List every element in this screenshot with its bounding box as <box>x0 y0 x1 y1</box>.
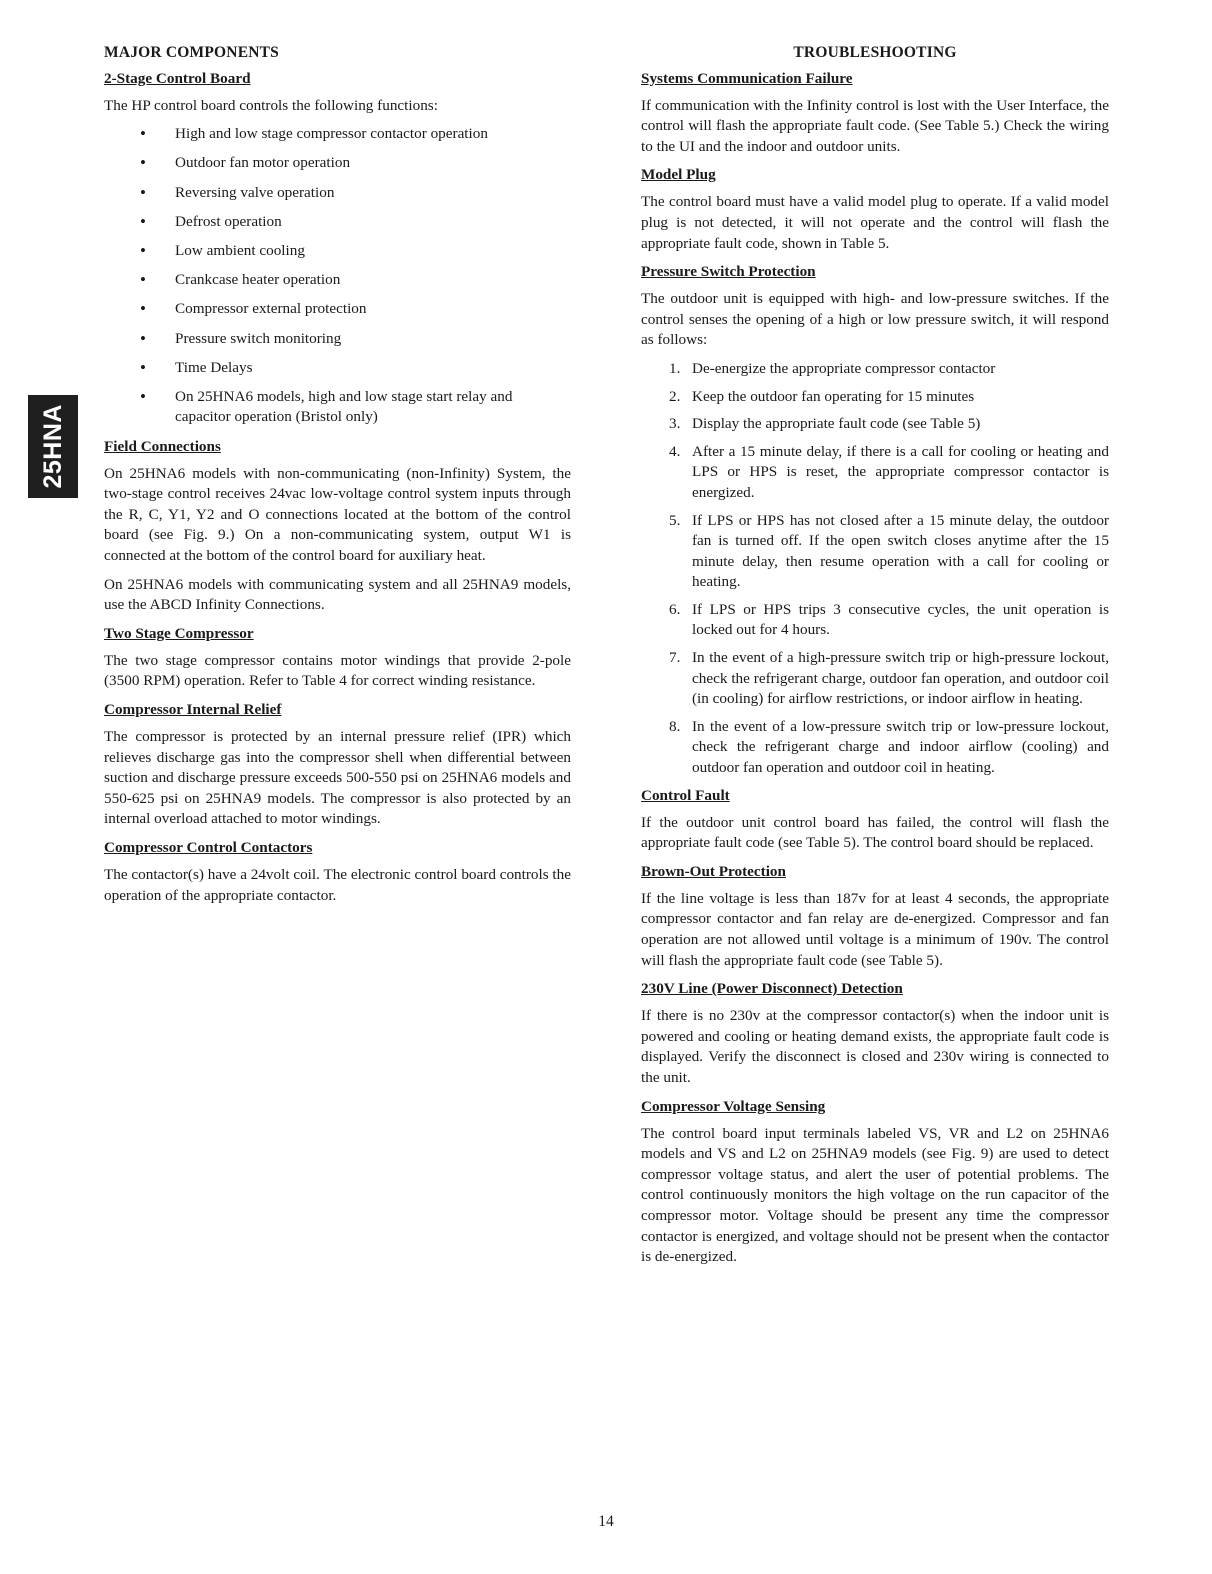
control-board-section <box>104 69 571 428</box>
step-text: De-energize the appropriate compressor contactor <box>692 359 996 377</box>
field-connections-paragraph: On 25HNA6 models with communicating system and all 25HNA9 models, use the ABCD Infinity Connections. <box>104 575 571 614</box>
control-board-intro: The HP control board controls the following functions: <box>104 96 438 114</box>
pressure-switch-paragraph: The outdoor unit is equipped with high- and low-pressure switches. If the control senses the opening of a high or low pressure switch, it will respond as follows: <box>641 290 1109 349</box>
two-stage-compressor-section <box>104 624 571 692</box>
voltage-sensing-heading: Compressor Voltage Sensing <box>641 1097 826 1115</box>
step-number: 5. <box>669 511 681 529</box>
step-text: If LPS or HPS trips 3 consecutive cycles, the unit operation is locked out for 4 hours. <box>692 600 1109 639</box>
control-fault-paragraph: If the outdoor unit control board has failed, the control will flash the appropriate fault code (see Table 5). The control board should be replaced. <box>641 813 1109 852</box>
function-item: • Compressor external protection <box>104 299 571 320</box>
contactors-heading: Compressor Control Contactors <box>104 838 313 856</box>
function-item: • Pressure switch monitoring <box>104 329 571 350</box>
two-stage-compressor-heading: Two Stage Compressor <box>104 624 254 642</box>
control-fault-heading: Control Fault <box>641 786 730 804</box>
control-fault-section <box>641 786 1109 854</box>
step-number: 4. <box>669 442 681 460</box>
control-board-functions <box>104 124 571 428</box>
step-text: In the event of a low-pressure switch trip or low-pressure lockout, check the refrigerant charge and indoor airflow (cooling) and outdoor fan operation and outdoor coil in heating. <box>692 717 1109 777</box>
function-item: • Outdoor fan motor operation <box>104 153 571 174</box>
step-number: 2. <box>669 387 681 405</box>
model-plug-paragraph: The control board must have a valid model plug to operate. If a valid model plug is not detected, it will not operate and the control will flash the appropriate fault code, shown in Table 5. <box>641 193 1109 252</box>
step-number: 7. <box>669 649 681 667</box>
left-column <box>104 43 571 914</box>
step-text: Keep the outdoor fan operating for 15 minutes <box>692 387 975 405</box>
comm-failure-heading: Systems Communication Failure <box>641 69 853 87</box>
step-number: 3. <box>669 415 681 433</box>
internal-relief-section <box>104 700 571 830</box>
page-number: 14 <box>598 1513 614 1530</box>
step-item <box>641 387 1109 408</box>
function-item: • Reversing valve operation <box>104 183 571 204</box>
model-plug-section <box>641 165 1109 254</box>
brown-out-heading: Brown-Out Protection <box>641 862 786 880</box>
line-detection-section <box>641 979 1109 1088</box>
pressure-switch-heading: Pressure Switch Protection <box>641 263 816 281</box>
internal-relief-paragraph: The compressor is protected by an internal pressure relief (IPR) which relieves discharge gas into the compressor shell when differential between suction and discharge pressure exceeds 500-550 psi on 25HNA6 models and 550-625 psi on 25HNA9 models. The compressor is also protected by an internal overload attached to motor windings. <box>104 728 571 828</box>
brown-out-paragraph: If the line voltage is less than 187v for at least 4 seconds, the appropriate compressor contactor and fan relay are de-energized. Compressor and fan operation are not allowed until voltage is a minimum of 190v. The control will flash the appropriate fault code (see Table 5). <box>641 889 1109 969</box>
step-text: If LPS or HPS has not closed after a 15 minute delay, the outdoor fan is turned off. If the open switch closes anytime after the 15 minute delay, then resume operation with a call for cooling or heating. <box>692 511 1109 591</box>
right-column <box>641 43 1109 1276</box>
field-connections-section <box>104 437 571 616</box>
major-components-title: MAJOR COMPONENTS <box>104 44 279 61</box>
voltage-sensing-section <box>641 1097 1109 1268</box>
contactors-section <box>104 838 571 906</box>
control-board-heading: 2-Stage Control Board <box>104 69 251 87</box>
function-item: • Low ambient cooling <box>104 241 571 262</box>
step-item <box>641 717 1109 779</box>
field-connections-paragraph: On 25HNA6 models with non-communicating (non-Infinity) System, the two-stage control receives 24vac low-voltage control system inputs through the R, C, Y1, Y2 and O connections located at the bottom of the control board (see Fig. 9.) On a non-communicating system, output W1 is connected at the bottom of the control board for auxiliary heat. <box>104 464 571 565</box>
contactors-paragraph: The contactor(s) have a 24volt coil. The electronic control board controls the operation of the appropriate contactor. <box>104 865 571 904</box>
field-connections-heading: Field Connections <box>104 437 221 455</box>
line-detection-paragraph: If there is no 230v at the compressor contactor(s) when the indoor unit is powered and cooling or heating demand exists, the appropriate fault code is displayed. Verify the disconnect is closed and 230v wiring is connected to the unit. <box>641 1007 1109 1086</box>
troubleshooting-title: TROUBLESHOOTING <box>793 44 957 61</box>
two-stage-compressor-paragraph: The two stage compressor contains motor windings that provide 2-pole (3500 RPM) operation. Refer to Table 4 for correct winding resistance. <box>104 651 571 690</box>
comm-failure-paragraph: If communication with the Infinity control is lost with the User Interface, the control will flash the appropriate fault code. (See Table 5.) Check the wiring to the UI and the indoor and outdoor units. <box>641 96 1109 155</box>
step-item <box>641 359 1109 380</box>
step-item <box>641 600 1109 641</box>
step-text: After a 15 minute delay, if there is a call for cooling or heating and LPS or HPS is reset, the appropriate compressor contactor is energized. <box>692 442 1109 501</box>
side-tab <box>28 395 78 498</box>
step-text: Display the appropriate fault code (see Table 5) <box>692 415 981 433</box>
function-item: • On 25HNA6 models, high and low stage start relay and capacitor operation (Bristol only) <box>104 387 571 428</box>
side-tab-label: 25HNA <box>38 404 67 489</box>
line-detection-heading: 230V Line (Power Disconnect) Detection <box>641 980 903 998</box>
function-item: • High and low stage compressor contactor operation <box>104 124 571 145</box>
step-item <box>641 442 1109 504</box>
model-plug-heading: Model Plug <box>641 166 716 184</box>
internal-relief-heading: Compressor Internal Relief <box>104 701 282 718</box>
voltage-sensing-paragraph: The control board input terminals labeled VS, VR and L2 on 25HNA6 models and VS and L2 on 25HNA9 models (see Fig. 9) are used to detect compressor voltage status, and alert the user of potential problems. The control continuously monitors the high voltage on the run capacitor of the compressor motor. Voltage should be present any time the compressor contactor is energized, and voltage should not be present when the contactor is de-energized. <box>641 1124 1109 1266</box>
step-number: 1. <box>669 359 681 377</box>
pressure-switch-section <box>641 262 1109 778</box>
step-item <box>641 414 1109 435</box>
step-number: 6. <box>669 600 681 618</box>
step-item <box>641 511 1109 593</box>
function-item: • Crankcase heater operation <box>104 270 571 291</box>
brown-out-section <box>641 862 1109 971</box>
function-item: • Defrost operation <box>104 212 571 233</box>
comm-failure-section <box>641 69 1109 158</box>
step-text: In the event of a high-pressure switch trip or high-pressure lockout, check the refrigerant charge, outdoor fan operation, and outdoor coil (in cooling) for airflow restrictions, or indoor airflow in heating. <box>692 649 1109 708</box>
step-item <box>641 648 1109 710</box>
function-item: • Time Delays <box>104 358 571 379</box>
pressure-switch-steps <box>641 359 1109 779</box>
step-number: 8. <box>669 717 681 735</box>
